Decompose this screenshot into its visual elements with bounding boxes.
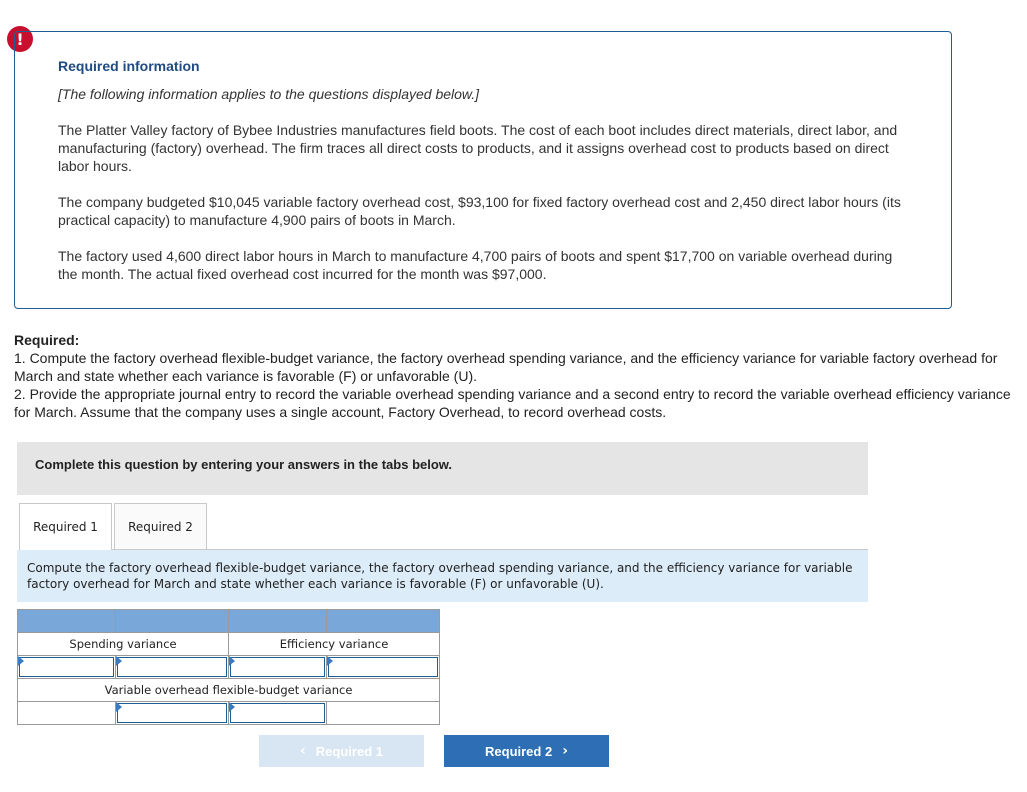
table-row [18, 679, 440, 702]
instruction-panel: Compute the factory overhead flexible-budget variance, the factory overhead spending variance, and the efficiency variance for variable factory overhead for March and state whether each variance is favorable (F) or unfavorable (U). [17, 550, 868, 602]
efficiency-variance-label: Efficiency variance [229, 633, 440, 656]
info-paragraph: The company budgeted $10,045 variable factory overhead cost, $93,100 for fixed factory overhead cost and 2,450 direct labor hours (its practical capacity) to manufacture 4,900 pairs of boots in March. [58, 194, 901, 228]
info-note: [The following information applies to the questions displayed below.] [58, 86, 480, 102]
flexible-budget-variance-input[interactable] [117, 703, 227, 723]
info-paragraph: The Platter Valley factory of Bybee Industries manufactures field boots. The cost of each boot includes direct materials, direct labor, and manufacturing (factory) overhead. The firm traces all direct costs to products, and it assigns overhead cost to products based on direct labor hours. [58, 122, 898, 174]
tab-required-2[interactable]: Required 2 [114, 503, 207, 550]
table-header-row [18, 610, 440, 633]
next-button[interactable] [444, 735, 609, 767]
tab-required-1[interactable]: Required 1 [19, 503, 112, 550]
exclamation-icon: ! [7, 26, 33, 52]
complete-question-text: Complete this question by entering your answers in the tabs below. [35, 457, 453, 472]
spending-variance-label: Spending variance [18, 633, 229, 656]
previous-button[interactable] [259, 735, 424, 767]
complete-question-bar [17, 442, 868, 495]
table-row [18, 702, 440, 725]
info-title: Required information [58, 58, 200, 74]
table-row [18, 656, 440, 679]
chevron-right-icon: › [562, 743, 568, 759]
efficiency-fu-select[interactable] [328, 657, 438, 677]
efficiency-variance-input[interactable] [230, 657, 325, 677]
required-item: 2. Provide the appropriate journal entry to record the variable overhead spending variance and a second entry to record the variable overhead efficiency variance for March. Assume that the company uses a single account, Factory Overhead, to record overhead costs. [14, 386, 1011, 420]
chevron-left-icon: ‹ [300, 743, 306, 759]
required-section [14, 331, 1014, 421]
answer-table [17, 609, 440, 725]
required-item: 1. Compute the factory overhead flexible-budget variance, the factory overhead spending variance, and the efficiency variance for variable factory overhead for March and state whether each variance is favorable (F) or unfavorable (U). [14, 350, 998, 384]
next-button-label: Required 2 [485, 743, 553, 759]
info-paragraph: The factory used 4,600 direct labor hours in March to manufacture 4,700 pairs of boots and spent $17,700 on variable overhead during the month. The actual fixed overhead cost incurred for the month was $97,000. [58, 248, 893, 282]
spending-variance-input[interactable] [19, 657, 114, 677]
flexible-fu-select[interactable] [230, 703, 325, 723]
required-information-box [14, 31, 952, 309]
spending-fu-select[interactable] [117, 657, 227, 677]
required-heading: Required: [14, 332, 80, 348]
previous-button-label: Required 1 [315, 743, 383, 759]
table-row [18, 633, 440, 656]
flexible-budget-variance-label: Variable overhead flexible-budget variance [18, 679, 440, 702]
